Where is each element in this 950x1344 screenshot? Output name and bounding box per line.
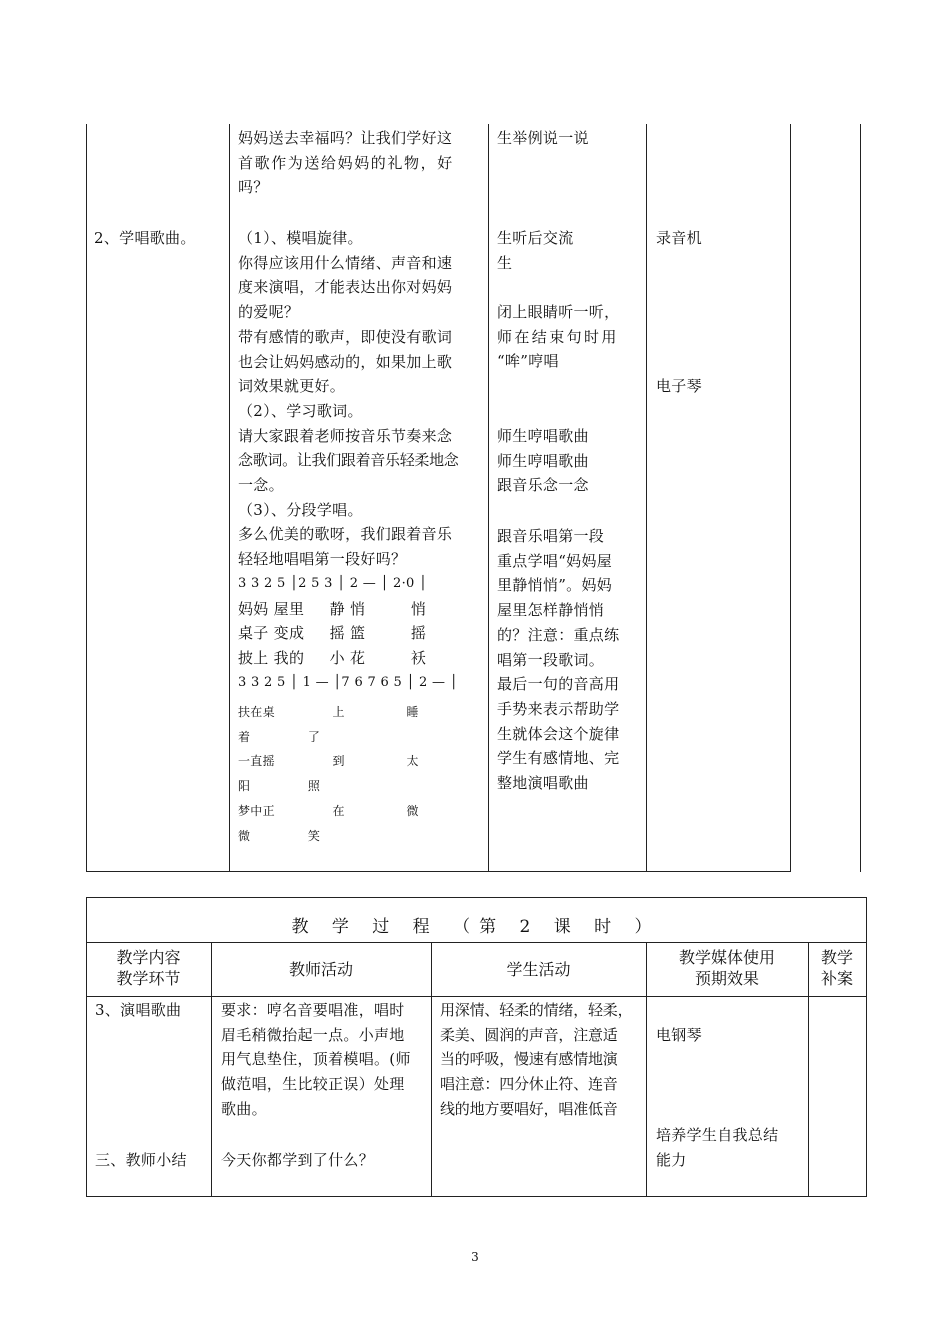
table2-teacher-summary: 今天你都学到了什么？ <box>221 1151 375 1169</box>
lyrics-line: 着 了 <box>238 729 321 744</box>
text-line: 用深情、轻柔的情绪，轻柔， <box>440 1001 633 1019</box>
text-line: 整地演唱歌曲 <box>497 774 589 793</box>
text-line: 妈妈送去幸福吗？让我们学好这 <box>238 129 453 147</box>
lyrics-line: 阳 照 <box>238 779 321 794</box>
text-line: 请大家跟着老师按音乐节奏来念 <box>238 426 453 445</box>
header-student-activity: 学生活动 <box>506 960 571 979</box>
text-line: 线的地方要唱好，唱准低音 <box>440 1099 618 1118</box>
table1-media-recorder: 录音机 <box>656 229 702 247</box>
text-line: 师生哼唱歌曲 <box>497 451 589 470</box>
table1-teacher-intro <box>238 126 454 200</box>
text-line: 师生哼唱歌曲 <box>497 427 589 445</box>
text-line: 首歌作为送给妈妈的礼物，好 <box>238 153 454 172</box>
notation-line: 3 3 2 5 │ 1 — │7 6 7 6 5 │ 2 — │ <box>238 674 458 690</box>
text-line: 词效果就更好。 <box>238 377 346 396</box>
text-line: （2）、学习歌词。 <box>238 401 363 420</box>
table2-border-right <box>866 897 867 1197</box>
table1-section-label: 2、学唱歌曲。 <box>94 229 196 247</box>
text-line: 唱第一段歌词。 <box>497 650 605 669</box>
text-line: 吗？ <box>238 178 269 197</box>
text-line: 重点学唱“妈妈屋 <box>497 551 613 570</box>
text-line: 做范唱，生比较正误）处理 <box>221 1075 405 1094</box>
text-line: （3）、分段学唱。 <box>238 500 363 519</box>
text-line: 手势来表示帮助学 <box>497 699 620 718</box>
text-line: 用气息垫住，顶着模唱。(师 <box>221 1050 411 1069</box>
text-line: 的爱呢？ <box>238 303 300 322</box>
text-line: 眉毛稍微抬起一点。小声地 <box>221 1025 405 1044</box>
text-line: 生就体会这个旋律 <box>497 724 620 743</box>
text-line: 念歌词。让我们跟着音乐轻柔地念 <box>238 451 459 470</box>
table1-border-bottom <box>86 871 790 872</box>
text-line: 一念。 <box>238 476 284 495</box>
header-content-stage: 教学内容 教学环节 <box>116 948 181 988</box>
table2-border-top <box>86 897 866 898</box>
header-media-effect: 教学媒体使用 预期效果 <box>678 948 775 988</box>
table2-title: 教 学 过 程 （第 2 课 时 ） <box>291 917 661 937</box>
header-supplement: 教学 补案 <box>820 948 853 988</box>
table1-media-keyboard: 电子琴 <box>656 377 702 395</box>
text-line: 最后一句的音高用 <box>497 675 620 694</box>
table1-student-first: 生举例说一说 <box>497 129 589 147</box>
lyrics-line: 披上 我的 小 花 袄 <box>238 648 427 667</box>
lyrics-line: 梦中正 在 微 <box>238 803 419 818</box>
text-line: 当的呼吸，慢速有感情地演 <box>440 1050 618 1069</box>
table1-student-block-4 <box>497 524 619 796</box>
table2-section-sing: 3、演唱歌曲 <box>95 1001 182 1019</box>
text-line: 生 <box>497 253 513 272</box>
lyrics-line: 微 笑 <box>238 828 321 843</box>
table2-student-activity <box>440 998 632 1122</box>
table1-divider-3 <box>646 124 647 872</box>
text-line: 歌曲。 <box>221 1099 267 1118</box>
lyrics-line: 扶在桌 上 睡 <box>238 705 419 719</box>
text-line: 要求：哼名音要唱准，唱时 <box>221 1001 405 1019</box>
lyrics-line: 一直摇 到 太 <box>238 754 419 769</box>
table1-divider-2 <box>488 124 489 872</box>
table2-media-effect: 培养学生自我总结 能力 <box>656 1126 779 1169</box>
header-teacher-activity: 教师活动 <box>288 960 353 979</box>
text-line: 你得应该用什么情绪、声音和速 <box>238 253 453 272</box>
text-line: 跟音乐念一念 <box>497 476 589 495</box>
text-line: 度来演唱，才能表达出你对妈妈 <box>238 278 453 297</box>
table2-media-piano: 电钢琴 <box>656 1026 702 1044</box>
text-line: 的？注意：重点练 <box>497 625 620 644</box>
text-line: 也会让妈妈感动的，如果加上歌 <box>238 352 453 371</box>
table1-student-block-1 <box>497 226 574 275</box>
table1-border-right <box>860 124 861 872</box>
text-line: 屋里怎样静悄悄 <box>497 601 605 620</box>
table2-header-divider <box>86 996 866 997</box>
notation-line: 3 3 2 5 │2 5 3 │ 2 — │ 2·0 │ <box>238 575 428 591</box>
text-line: 闭上眼睛听一听， <box>497 303 620 321</box>
table2-title-divider <box>86 942 866 943</box>
table1-teacher-lyrics-small <box>238 700 419 848</box>
text-line: 里静悄悄”。妈妈 <box>497 576 613 595</box>
table1-student-block-3 <box>497 424 589 498</box>
text-line: 多么优美的歌呀，我们跟着音乐 <box>238 525 453 544</box>
text-line: 跟音乐唱第一段 <box>497 527 605 545</box>
table2-divider-2 <box>431 942 432 1197</box>
table1-divider-4 <box>790 124 791 872</box>
text-line: 师在结束句时用 <box>497 327 619 346</box>
table2-section-summary: 三、教师小结 <box>95 1151 187 1169</box>
table2-border-bottom <box>86 1196 866 1197</box>
lyrics-line: 桌子 变成 摇 篮 摇 <box>238 624 427 643</box>
lyrics-line: 妈妈 屋里 静 悄 悄 <box>238 599 427 618</box>
table1-teacher-activity <box>238 226 459 695</box>
table2-divider-1 <box>211 942 212 1197</box>
text-line: 带有感情的歌声，即使没有歌词 <box>238 327 453 346</box>
text-line: 轻轻地唱唱第一段好吗？ <box>238 550 407 569</box>
table2-border-left <box>86 897 87 1197</box>
table2-teacher-requirements <box>221 998 411 1122</box>
text-line: 学生有感情地、完 <box>497 749 620 768</box>
table1-border-left <box>86 124 87 872</box>
text-line: 生听后交流 <box>497 229 574 247</box>
text-line: “哞”哼唱 <box>497 352 559 371</box>
table1-student-block-2 <box>497 300 619 374</box>
page-number: 3 <box>471 1250 479 1264</box>
text-line: 唱注意：四分休止符、连音 <box>440 1075 618 1094</box>
text-line: （1）、模唱旋律。 <box>238 229 363 247</box>
text-line: 柔美、圆润的声音，注意适 <box>440 1025 618 1044</box>
table1-divider-1 <box>229 124 230 872</box>
